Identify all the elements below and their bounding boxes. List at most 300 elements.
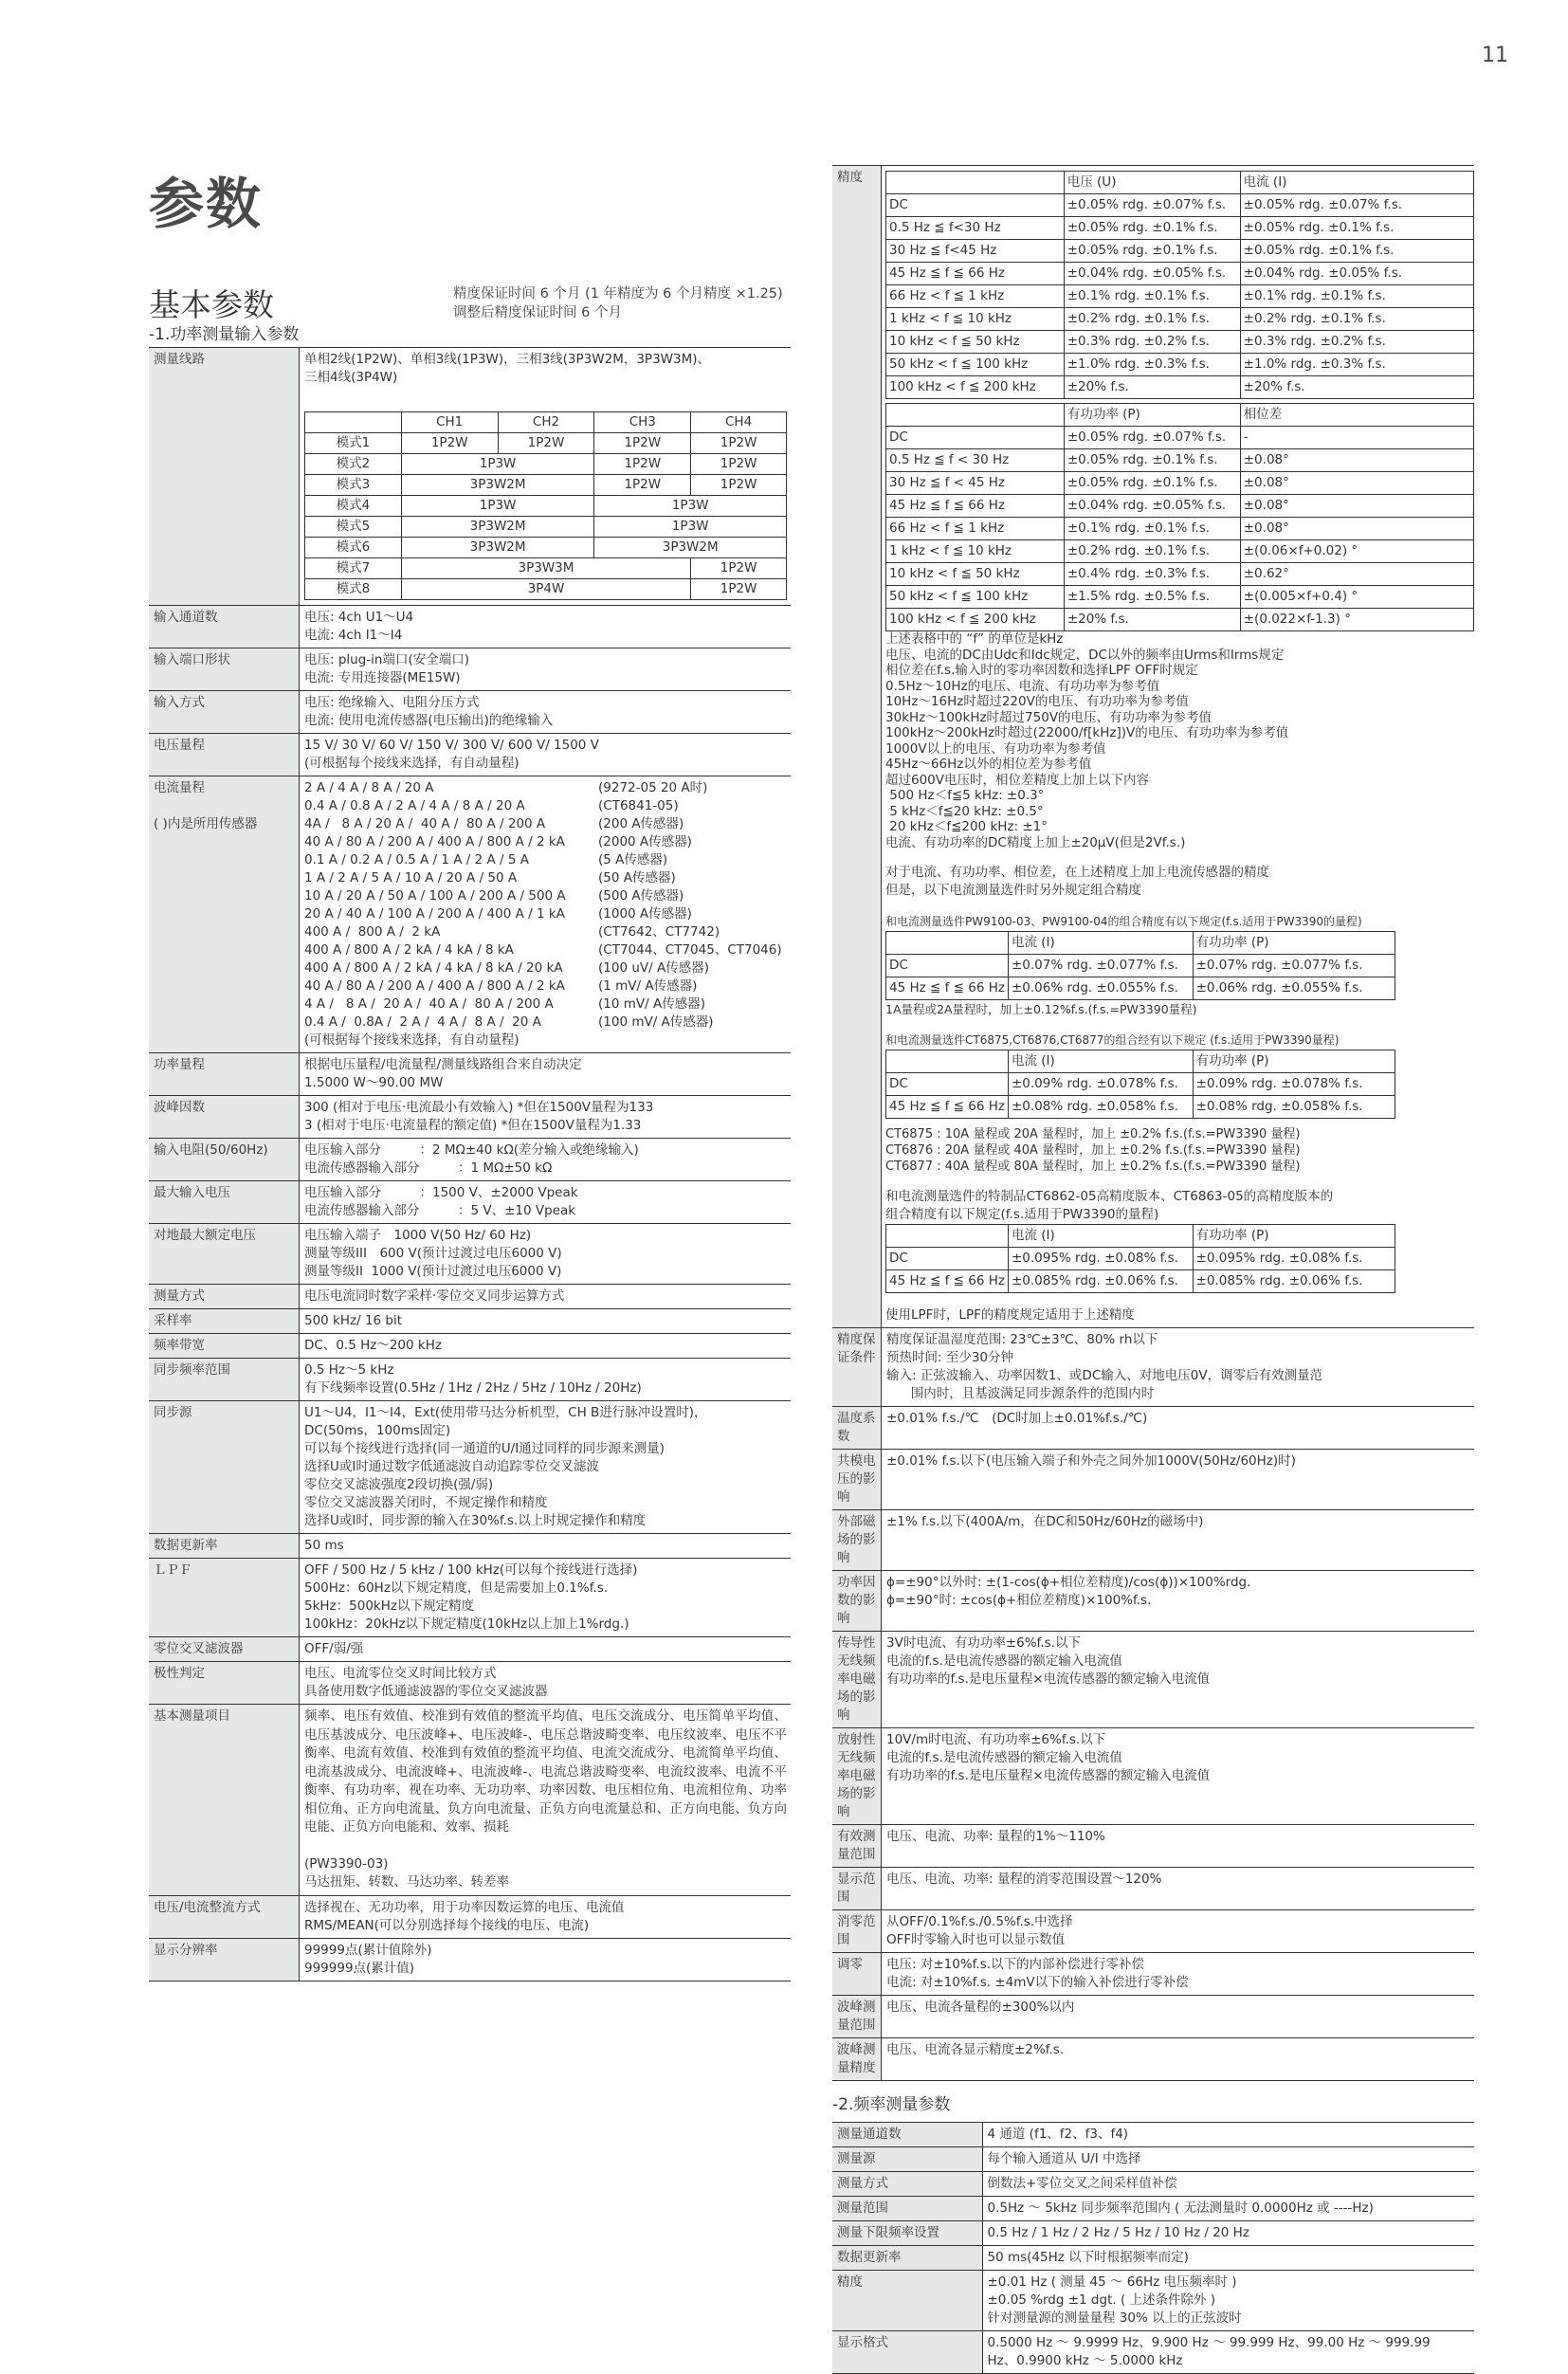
spec-value-line: 300 (相对于电压·电流最小有效输入) *但在1500V量程为133 bbox=[304, 1100, 654, 1115]
accuracy-note-line: 45Hz～66Hz以外的相位差为参考值 bbox=[885, 757, 1092, 772]
spec-label: 测量通道数 bbox=[832, 2123, 982, 2147]
spec-value-line: ±1% f.s.以下(400A/m，在DC和50Hz/60Hz的磁场中) bbox=[886, 1514, 1204, 1529]
spec-value-line: 倒数法+零位交叉之间采样值补偿 bbox=[987, 2176, 1177, 2191]
spec-value bbox=[300, 1181, 792, 1224]
table-row bbox=[886, 427, 1474, 449]
spec-value-line: 针对测量源的测量量程 30% 以上的正弦波时 bbox=[987, 2310, 1242, 2326]
spec-value-line: 电压: 对±10%f.s.以下的内部补偿进行零补偿 bbox=[886, 1957, 1145, 1972]
sensor-name: (500 A传感器) bbox=[598, 888, 684, 904]
table-cell: ±0.06% rdg. ±0.055% f.s. bbox=[1193, 977, 1395, 1000]
table-cell: 45 Hz ≦ f ≦ 66 Hz bbox=[886, 1096, 1009, 1119]
spec-row bbox=[832, 2172, 1474, 2197]
current-range: 0.4 A / 0.8 A / 2 A / 4 A / 8 A / 20 A bbox=[304, 798, 525, 813]
ct687x-footer-line: CT6877 : 40A 量程或 80A 量程时，加上 ±0.2% f.s.(f.s.=PW3390 量程) bbox=[885, 1160, 1301, 1174]
lpf-note: 使用LPF时，LPF的精度规定适用于上述精度 bbox=[885, 1307, 1135, 1323]
spec-label: 采样率 bbox=[149, 1309, 300, 1334]
sensor-name: (CT7642、CT7742) bbox=[598, 924, 720, 940]
spec-value-line: DC、0.5 Hz～200 kHz bbox=[304, 1338, 442, 1353]
table-cell: ±1.5% rdg. ±0.5% f.s. bbox=[1064, 586, 1240, 609]
spec-value-line: OFF时零输入时也可以显示数值 bbox=[886, 1932, 1066, 1947]
current-range-item bbox=[304, 995, 787, 1014]
spec-row bbox=[149, 1359, 791, 1401]
table-row bbox=[886, 376, 1474, 399]
spec-value-line: 999999点(累计值) bbox=[304, 1960, 415, 1976]
spec-row bbox=[149, 1181, 791, 1224]
table-cell: ±0.08° bbox=[1240, 495, 1473, 518]
spec-value bbox=[300, 1285, 792, 1309]
spec-value-line: 从OFF/0.1%f.s./0.5%f.s.中选择 bbox=[886, 1914, 1073, 1929]
spec-label: 消零范围 bbox=[832, 1910, 882, 1953]
spec-value-line: 零位交叉滤波器关闭时，不规定操作和精度 bbox=[304, 1495, 548, 1510]
table-cell: ±0.08% rdg. ±0.058% f.s. bbox=[1193, 1096, 1395, 1119]
spec-value bbox=[982, 2172, 1474, 2197]
spec-value bbox=[882, 1868, 1475, 1910]
spec-label: 精度保证条件 bbox=[832, 1328, 882, 1407]
mode-cell: 3P3W2M bbox=[401, 538, 594, 558]
table-cell: 66 Hz < f ≦ 1 kHz bbox=[886, 518, 1065, 540]
subsection-title-1: -1.功率测量输入参数 bbox=[149, 325, 300, 344]
note-line: 调整后精度保证时间 6 个月 bbox=[453, 305, 622, 320]
spec-label: 外部磁场的影响 bbox=[832, 1510, 882, 1571]
spec-row bbox=[149, 1895, 791, 1938]
spec-value-line: U1～U4，I1～I4，Ext(使用带马达分析机型，CH B进行脉冲设置时)， bbox=[304, 1405, 707, 1420]
spec-value-line: 测量等级III 600 V(预计过渡过电压6000 V) bbox=[304, 1246, 562, 1261]
table-cell: 30 Hz ≦ f < 45 Hz bbox=[886, 472, 1065, 495]
mode-cell: 1P2W bbox=[691, 579, 787, 600]
spec-row-current-range bbox=[149, 776, 791, 1053]
table-cell: 100 kHz < f ≦ 200 kHz bbox=[886, 376, 1065, 399]
spec-row bbox=[149, 1096, 791, 1139]
subsection-title-2: -2.频率测量参数 bbox=[832, 2095, 951, 2114]
spec-value bbox=[982, 2147, 1474, 2172]
table-cell: 0.5 Hz ≦ f<30 Hz bbox=[886, 217, 1065, 240]
accuracy-p-table bbox=[885, 403, 1474, 631]
spec-value-line: 精度保证温湿度范围: 23℃±3℃、80% rh以下 bbox=[886, 1332, 1158, 1347]
table-cell: 45 Hz ≦ f ≦ 66 Hz bbox=[886, 263, 1065, 285]
accuracy-notes bbox=[885, 631, 1474, 850]
sensor-note: 但是，以下电流测量选件时另外规定组合精度 bbox=[885, 883, 1141, 898]
table-cell: ±0.05% rdg. ±0.07% f.s. bbox=[1064, 427, 1240, 449]
current-range: 400 A / 800 A / 2 kA / 4 kA / 8 kA bbox=[304, 942, 514, 958]
spec-row bbox=[149, 606, 791, 648]
table-header-cell bbox=[886, 1225, 1009, 1248]
current-range: 2 A / 4 A / 8 A / 20 A bbox=[304, 780, 434, 795]
table-cell: ±0.05% rdg. ±0.1% f.s. bbox=[1064, 240, 1240, 263]
table-cell: ±20% f.s. bbox=[1240, 376, 1473, 399]
mode-header-cell: CH3 bbox=[594, 412, 691, 433]
spec-value bbox=[300, 606, 792, 648]
spec-value-line: 0.5 Hz～5 kHz bbox=[304, 1362, 394, 1378]
ct687x-table bbox=[885, 1050, 1395, 1119]
spec-value-line: 电流: 专用连接器(ME15W) bbox=[304, 670, 461, 685]
sensor-name: (50 A传感器) bbox=[598, 870, 676, 886]
page-title: 参数 bbox=[149, 172, 264, 236]
table-cell: 30 Hz ≦ f<45 Hz bbox=[886, 240, 1065, 263]
spec-row bbox=[832, 1632, 1474, 1728]
table-cell: 45 Hz ≦ f ≦ 66 Hz bbox=[886, 1270, 1009, 1293]
mode-header-cell: CH1 bbox=[401, 412, 498, 433]
spec-value-line: 电流: 对±10%f.s. ±4mV以下的输入补偿进行零补偿 bbox=[886, 1975, 1189, 1990]
frequency-spec-table bbox=[832, 2122, 1474, 2374]
spec-value-line: 电流传感器输入部分 ：5 V、±10 Vpeak bbox=[304, 1203, 576, 1218]
table-header-cell: 电流 (I) bbox=[1008, 1225, 1193, 1248]
current-range-item bbox=[304, 905, 787, 923]
table-cell: ±20% f.s. bbox=[1064, 609, 1240, 631]
spec-value-line: 电流传感器输入部分 ：1 MΩ±50 kΩ bbox=[304, 1160, 553, 1176]
spec-label: 极性判定 bbox=[149, 1662, 300, 1705]
spec-value-line: 5kHz：500kHz以下规定精度 bbox=[304, 1598, 474, 1614]
spec-row bbox=[149, 734, 791, 776]
table-cell: ±0.085% rdg. ±0.06% f.s. bbox=[1193, 1270, 1395, 1293]
accuracy-period-note bbox=[453, 284, 783, 322]
spec-label: 输入通道数 bbox=[149, 606, 300, 648]
sensor-name: (2000 A传感器) bbox=[598, 834, 692, 849]
table-row bbox=[886, 217, 1474, 240]
spec-value-line: 具备使用数字低通滤波器的零位交叉滤波器 bbox=[304, 1684, 548, 1699]
spec-row bbox=[149, 691, 791, 734]
spec-value bbox=[882, 1450, 1475, 1510]
spec-value-line: 电压输入端子 1000 V(50 Hz/ 60 Hz) bbox=[304, 1228, 532, 1243]
spec-value-line: Hz、0.9900 kHz ～ 5.0000 kHz bbox=[987, 2353, 1183, 2368]
mode-cell: 1P2W bbox=[691, 558, 787, 579]
model-name: (PW3390-03) bbox=[304, 1855, 389, 1872]
spec-label: 输入方式 bbox=[149, 691, 300, 734]
table-cell: ±0.62° bbox=[1240, 563, 1473, 586]
table-header-row bbox=[886, 1050, 1395, 1073]
spec-value bbox=[882, 166, 1475, 1328]
spec-value bbox=[300, 1309, 792, 1334]
table-cell: 45 Hz ≦ f ≦ 66 Hz bbox=[886, 495, 1065, 518]
spec-value bbox=[882, 1825, 1475, 1868]
spec-value bbox=[300, 1662, 792, 1705]
spec-value-line: 电压: 4ch U1～U4 bbox=[304, 610, 414, 625]
wiring-mode-table bbox=[304, 411, 787, 600]
spec-value bbox=[882, 1571, 1475, 1632]
table-cell: ±0.05% rdg. ±0.1% f.s. bbox=[1064, 217, 1240, 240]
spec-value-line: 电压、电流零位交叉时间比较方式 bbox=[304, 1666, 497, 1681]
table-row bbox=[886, 1096, 1395, 1119]
note-line: 精度保证时间 6 个月 (1 年精度为 6 个月精度 ×1.25) bbox=[453, 286, 783, 301]
current-range-item bbox=[304, 815, 787, 833]
spec-value-line: 电压、电流、功率: 量程的消零范围设置～120% bbox=[886, 1872, 1162, 1887]
table-header-cell bbox=[886, 932, 1009, 955]
spec-label-line: 电流量程 bbox=[154, 780, 205, 795]
table-row bbox=[886, 449, 1474, 472]
spec-row-wiring bbox=[149, 348, 791, 606]
table-row bbox=[886, 331, 1474, 354]
spec-value bbox=[300, 348, 792, 606]
spec-value-line: 有功功率的f.s.是电压量程×电流传感器的额定输入电流值 bbox=[886, 1768, 1211, 1783]
spec-row bbox=[832, 1868, 1474, 1910]
spec-value bbox=[982, 2197, 1474, 2221]
ct687x-footer-line: CT6875 : 10A 量程或 20A 量程时，加上 ±0.2% f.s.(f.s.=PW3390 量程) bbox=[885, 1127, 1301, 1141]
spec-row bbox=[149, 1224, 791, 1285]
spec-value bbox=[300, 1224, 792, 1285]
spec-value-line: ϕ=±90°以外时: ±(1-cos(ϕ+相位差精度)/cos(ϕ))×100%rdg. bbox=[886, 1575, 1251, 1590]
current-range-item bbox=[304, 977, 787, 995]
spec-label: 波峰测量精度 bbox=[832, 2038, 882, 2081]
mode-row bbox=[305, 517, 787, 538]
spec-value-line: 输入: 正弦波输入、功率因数1、或DC输入、对地电压0V，调零后有效测量范 bbox=[886, 1368, 1323, 1383]
mode-cell: 1P3W bbox=[401, 496, 594, 517]
current-range-item bbox=[304, 851, 787, 869]
spec-label-line: ( )内是所用传感器 bbox=[154, 816, 258, 831]
spec-value-line: 0.5Hz ～ 5kHz 同步频率范围内 ( 无法测量时 0.0000Hz 或 ----Hz) bbox=[987, 2201, 1374, 2216]
spec-label: 测量线路 bbox=[149, 348, 300, 606]
table-row bbox=[886, 285, 1474, 308]
sensor-name: (1000 A传感器) bbox=[598, 906, 692, 922]
table-cell: 10 kHz < f ≦ 50 kHz bbox=[886, 563, 1065, 586]
spec-value-line: 3V时电流、有功功率±6%f.s.以下 bbox=[886, 1635, 1081, 1651]
current-range: 400 A / 800 A / 2 kA bbox=[304, 924, 441, 940]
mode-cell: 3P4W bbox=[401, 579, 690, 600]
spec-value bbox=[300, 1938, 792, 1981]
table-cell: ±0.1% rdg. ±0.1% f.s. bbox=[1064, 285, 1240, 308]
table-cell: ±0.05% rdg. ±0.07% f.s. bbox=[1240, 194, 1473, 217]
table-cell: ±0.05% rdg. ±0.1% f.s. bbox=[1240, 217, 1473, 240]
table-cell: ±0.3% rdg. ±0.2% f.s. bbox=[1240, 331, 1473, 354]
table-cell: ±0.06% rdg. ±0.055% f.s. bbox=[1008, 977, 1193, 1000]
table-header-cell bbox=[886, 404, 1065, 427]
spec-value-line: 500Hz：60Hz以下规定精度，但是需要加上0.1%f.s. bbox=[304, 1580, 609, 1596]
table-header-cell bbox=[886, 1050, 1009, 1073]
table-cell: 45 Hz ≦ f ≦ 66 Hz bbox=[886, 977, 1009, 1000]
spec-value-line: ±0.05 %rdg ±1 dgt. ( 上述条件除外 ) bbox=[987, 2292, 1216, 2308]
table-cell: ±0.09% rdg. ±0.078% f.s. bbox=[1008, 1073, 1193, 1096]
spec-value bbox=[300, 1559, 792, 1637]
spacer bbox=[304, 1837, 787, 1855]
spec-value-line: 电压电流同时数字采样·零位交叉同步运算方式 bbox=[304, 1288, 565, 1304]
spec-row bbox=[832, 1571, 1474, 1632]
mode-row bbox=[305, 496, 787, 517]
wiring-line: 单相2线(1P2W)、单相3线(1P3W)，三相3线(3P3W2M，3P3W3M)、 bbox=[304, 352, 711, 367]
table-row bbox=[886, 955, 1395, 977]
mode-cell: 1P3W bbox=[401, 454, 594, 475]
spec-label: 放射性无线频率电磁场的影响 bbox=[832, 1728, 882, 1825]
table-row bbox=[886, 1073, 1395, 1096]
mode-row bbox=[305, 475, 787, 496]
table-cell: ±0.08° bbox=[1240, 449, 1473, 472]
table-row bbox=[886, 263, 1474, 285]
spec-value bbox=[882, 1728, 1475, 1825]
accuracy-note-line: 0.5Hz～10Hz的电压、电流、有功功率为参考值 bbox=[885, 678, 1160, 694]
spec-value bbox=[300, 1637, 792, 1662]
sensor-note: 对于电流、有功功率、相位差，在上述精度上加上电流传感器的精度 bbox=[885, 865, 1269, 880]
table-cell: ±1.0% rdg. ±0.3% f.s. bbox=[1240, 354, 1473, 376]
spec-label: 波峰测量范围 bbox=[832, 1996, 882, 2038]
table-cell: DC bbox=[886, 194, 1065, 217]
sensor-name: (9272-05 20 A时) bbox=[598, 780, 708, 795]
spec-value-line: 电流的f.s.是电流传感器的额定输入电流值 bbox=[886, 1653, 1122, 1669]
accuracy-note-line: 电压、电流的DC由Udc和Idc规定，DC以外的频率由Urms和Irms规定 bbox=[885, 647, 1285, 663]
spec-label: 对地最大额定电压 bbox=[149, 1224, 300, 1285]
ct687x-footer-line: CT6876 : 20A 量程或 40A 量程时，加上 ±0.2% f.s.(f.s.=PW3390 量程) bbox=[885, 1143, 1301, 1158]
table-header-row bbox=[886, 1225, 1395, 1248]
spec-row bbox=[832, 1825, 1474, 1868]
table-cell: 50 kHz < f ≦ 100 kHz bbox=[886, 586, 1065, 609]
spec-row bbox=[832, 2271, 1474, 2331]
table-cell: ±0.05% rdg. ±0.1% f.s. bbox=[1240, 240, 1473, 263]
table-cell: ±0.085% rdg. ±0.06% f.s. bbox=[1008, 1270, 1193, 1293]
mode-cell: 1P2W bbox=[594, 454, 691, 475]
spec-value-line: 围内时，且基波满足同步源条件的范围内时 bbox=[886, 1386, 1155, 1401]
spec-row bbox=[149, 1637, 791, 1662]
spec-value-line: ±0.01 Hz ( 测量 45 ～ 66Hz 电压频率时 ) bbox=[987, 2274, 1237, 2290]
current-range-item bbox=[304, 887, 787, 905]
sensor-name: (100 uV/ A传感器) bbox=[598, 960, 709, 976]
spec-label: 测量源 bbox=[832, 2147, 982, 2172]
table-cell: ±(0.022×f-1.3) ° bbox=[1240, 609, 1473, 631]
accuracy-note-line: 100kHz～200kHz时超过(22000/f[kHz])V的电压、有功功率为参考值 bbox=[885, 725, 1289, 740]
table-cell: ±0.2% rdg. ±0.1% f.s. bbox=[1064, 308, 1240, 331]
spec-row bbox=[832, 1953, 1474, 1996]
current-range-item bbox=[304, 869, 787, 887]
table-row bbox=[886, 194, 1474, 217]
table-cell: 0.5 Hz ≦ f < 30 Hz bbox=[886, 449, 1065, 472]
spec-value-line: 电流: 使用电流传感器(电压输出)的绝缘输入 bbox=[304, 713, 554, 728]
page-number: 11 bbox=[1482, 44, 1508, 67]
spec-row bbox=[832, 2197, 1474, 2221]
wiring-line: 三相4线(3P4W) bbox=[304, 370, 398, 385]
mode-header-cell: CH4 bbox=[691, 412, 787, 433]
table-cell: ±0.095% rdg. ±0.08% f.s. bbox=[1008, 1248, 1193, 1270]
mode-cell: 1P2W bbox=[498, 433, 594, 454]
spec-value bbox=[982, 2271, 1474, 2331]
ct686x-caption: 和电流测量选件的特制品CT6862-05高精度版本、CT6863-05的高精度版本的 bbox=[885, 1189, 1334, 1204]
mode-row bbox=[305, 454, 787, 475]
spec-row bbox=[149, 1559, 791, 1637]
table-row bbox=[886, 354, 1474, 376]
table-cell: ±20% f.s. bbox=[1064, 376, 1240, 399]
spec-value-line: 选择U或I时通过数字低通滤波自动追踪零位交叉滤波 bbox=[304, 1459, 599, 1474]
current-range: 0.4 A / 0.8A / 2 A / 4 A / 8 A / 20 A bbox=[304, 1014, 541, 1030]
spec-value-line: 电压、电流、功率: 量程的1%～110% bbox=[886, 1829, 1105, 1844]
spec-value-line: 3 (相对于电压·电流量程的额定值) *但在1500V量程为1.33 bbox=[304, 1118, 642, 1133]
mode-cell: 1P2W bbox=[401, 433, 498, 454]
spec-row bbox=[832, 2221, 1474, 2246]
spec-label: 有效测量范围 bbox=[832, 1825, 882, 1868]
table-header-row bbox=[886, 172, 1474, 194]
table-cell: ±0.05% rdg. ±0.07% f.s. bbox=[1064, 194, 1240, 217]
spec-label: 精度 bbox=[832, 166, 882, 1328]
spec-value-line: ±0.01% f.s./℃ (DC时加上±0.01%f.s./℃) bbox=[886, 1411, 1148, 1426]
ct687x-footer bbox=[885, 1126, 1474, 1175]
spec-row bbox=[149, 1662, 791, 1705]
spec-value bbox=[300, 1334, 792, 1359]
spec-row bbox=[832, 1450, 1474, 1510]
spec-row bbox=[832, 2246, 1474, 2271]
table-cell: 50 kHz < f ≦ 100 kHz bbox=[886, 354, 1065, 376]
table-cell: DC bbox=[886, 427, 1065, 449]
mode-cell: 1P3W bbox=[594, 496, 787, 517]
right-column bbox=[832, 165, 1474, 2374]
spec-label: 电压量程 bbox=[149, 734, 300, 776]
ct686x-table bbox=[885, 1224, 1395, 1293]
spec-value-line: 预热时间: 至少30分钟 bbox=[886, 1350, 1014, 1365]
table-cell: ±0.07% rdg. ±0.077% f.s. bbox=[1008, 955, 1193, 977]
mode-row bbox=[305, 433, 787, 454]
spec-row bbox=[832, 2038, 1474, 2081]
spec-value bbox=[882, 1328, 1475, 1407]
spec-label: 功率因数的影响 bbox=[832, 1571, 882, 1632]
spec-label: 测量下限频率设置 bbox=[832, 2221, 982, 2246]
spec-value bbox=[300, 1895, 792, 1938]
table-cell: - bbox=[1240, 427, 1473, 449]
table-row bbox=[886, 1270, 1395, 1293]
table-cell: 100 kHz < f ≦ 200 kHz bbox=[886, 609, 1065, 631]
spec-value-line: 选择视在、无功功率，用于功率因数运算的电压、电流值 bbox=[304, 1899, 625, 1915]
mode-header-cell: CH2 bbox=[498, 412, 594, 433]
spec-label: 温度系数 bbox=[832, 1407, 882, 1450]
current-range-item bbox=[304, 959, 787, 977]
spec-value-line: 电压输入部分 ：2 MΩ±40 kΩ(差分输入或绝缘输入) bbox=[304, 1142, 639, 1158]
sensor-name: (10 mV/ A传感器) bbox=[598, 996, 705, 1012]
spec-value bbox=[882, 1632, 1475, 1728]
spec-row bbox=[832, 1910, 1474, 1953]
table-header-cell: 电流 (I) bbox=[1240, 172, 1473, 194]
mode-row bbox=[305, 579, 787, 600]
accuracy-note-line: 超过600V电压时，相位差精度上加上以下内容 bbox=[885, 772, 1150, 788]
spec-value bbox=[300, 776, 792, 1053]
spec-row bbox=[149, 1309, 791, 1334]
spec-row bbox=[832, 2147, 1474, 2172]
table-header-cell: 电流 (I) bbox=[1008, 1050, 1193, 1073]
spec-label: 精度 bbox=[832, 2271, 982, 2331]
spec-label: 基本测量项目 bbox=[149, 1705, 300, 1896]
accuracy-note-line: 电流、有功功率的DC精度上加上±20μV(但是2Vf.s.) bbox=[885, 834, 1186, 850]
mode-label: 模式1 bbox=[305, 433, 402, 454]
table-header-row bbox=[886, 404, 1474, 427]
table-row bbox=[886, 472, 1474, 495]
table-row bbox=[886, 563, 1474, 586]
pw9100-footer: 1A量程或2A量程时，加上±0.12%f.s.(f.s.=PW3390量程) bbox=[885, 1002, 1197, 1016]
spec-value-line: 4 通道 (f1、f2、f3、f4) bbox=[987, 2127, 1129, 2142]
mode-row bbox=[305, 538, 787, 558]
spec-value-line: 有下线频率设置(0.5Hz / 1Hz / 2Hz / 5Hz / 10Hz / 20Hz) bbox=[304, 1380, 642, 1396]
spec-row bbox=[149, 1053, 791, 1096]
mode-header-row bbox=[305, 412, 787, 433]
spec-row bbox=[149, 1938, 791, 1981]
spec-row bbox=[832, 1510, 1474, 1571]
spec-value bbox=[982, 2331, 1474, 2374]
spec-label: 传导性无线频率电磁场的影响 bbox=[832, 1632, 882, 1728]
spec-value-line: 99999点(累计值除外) bbox=[304, 1942, 432, 1958]
current-range: 10 A / 20 A / 50 A / 100 A / 200 A / 500 A bbox=[304, 888, 566, 904]
table-row bbox=[886, 586, 1474, 609]
spec-value-line: 0.5 Hz / 1 Hz / 2 Hz / 5 Hz / 10 Hz / 20 Hz bbox=[987, 2225, 1249, 2240]
spec-label: 显示分辨率 bbox=[149, 1938, 300, 1981]
spec-value bbox=[300, 1053, 792, 1096]
current-range-item bbox=[304, 1014, 787, 1032]
spec-value bbox=[982, 2221, 1474, 2246]
table-cell: ±0.3% rdg. ±0.2% f.s. bbox=[1064, 331, 1240, 354]
mode-cell: 1P2W bbox=[691, 454, 787, 475]
sensor-name: (1 mV/ A传感器) bbox=[598, 978, 698, 994]
spec-value-line: 零位交叉滤波强度2段切换(强/弱) bbox=[304, 1477, 494, 1492]
mode-label: 模式7 bbox=[305, 558, 402, 579]
table-cell: ±0.08° bbox=[1240, 472, 1473, 495]
current-range: 40 A / 80 A / 200 A / 400 A / 800 A / 2 kA bbox=[304, 978, 565, 994]
table-cell: 1 kHz < f ≦ 10 kHz bbox=[886, 308, 1065, 331]
spec-row bbox=[832, 1996, 1474, 2038]
spec-value-line: OFF / 500 Hz / 5 kHz / 100 kHz(可以每个接线进行选择) bbox=[304, 1562, 638, 1578]
mode-label: 模式3 bbox=[305, 475, 402, 496]
table-cell: ±0.08° bbox=[1240, 518, 1473, 540]
mode-cell: 3P3W2M bbox=[401, 475, 594, 496]
current-range-item bbox=[304, 833, 787, 851]
spec-value-line: ϕ=±90°时: ±cos(ϕ+相位差精度)×100%f.s. bbox=[886, 1593, 1152, 1608]
mode-label: 模式6 bbox=[305, 538, 402, 558]
